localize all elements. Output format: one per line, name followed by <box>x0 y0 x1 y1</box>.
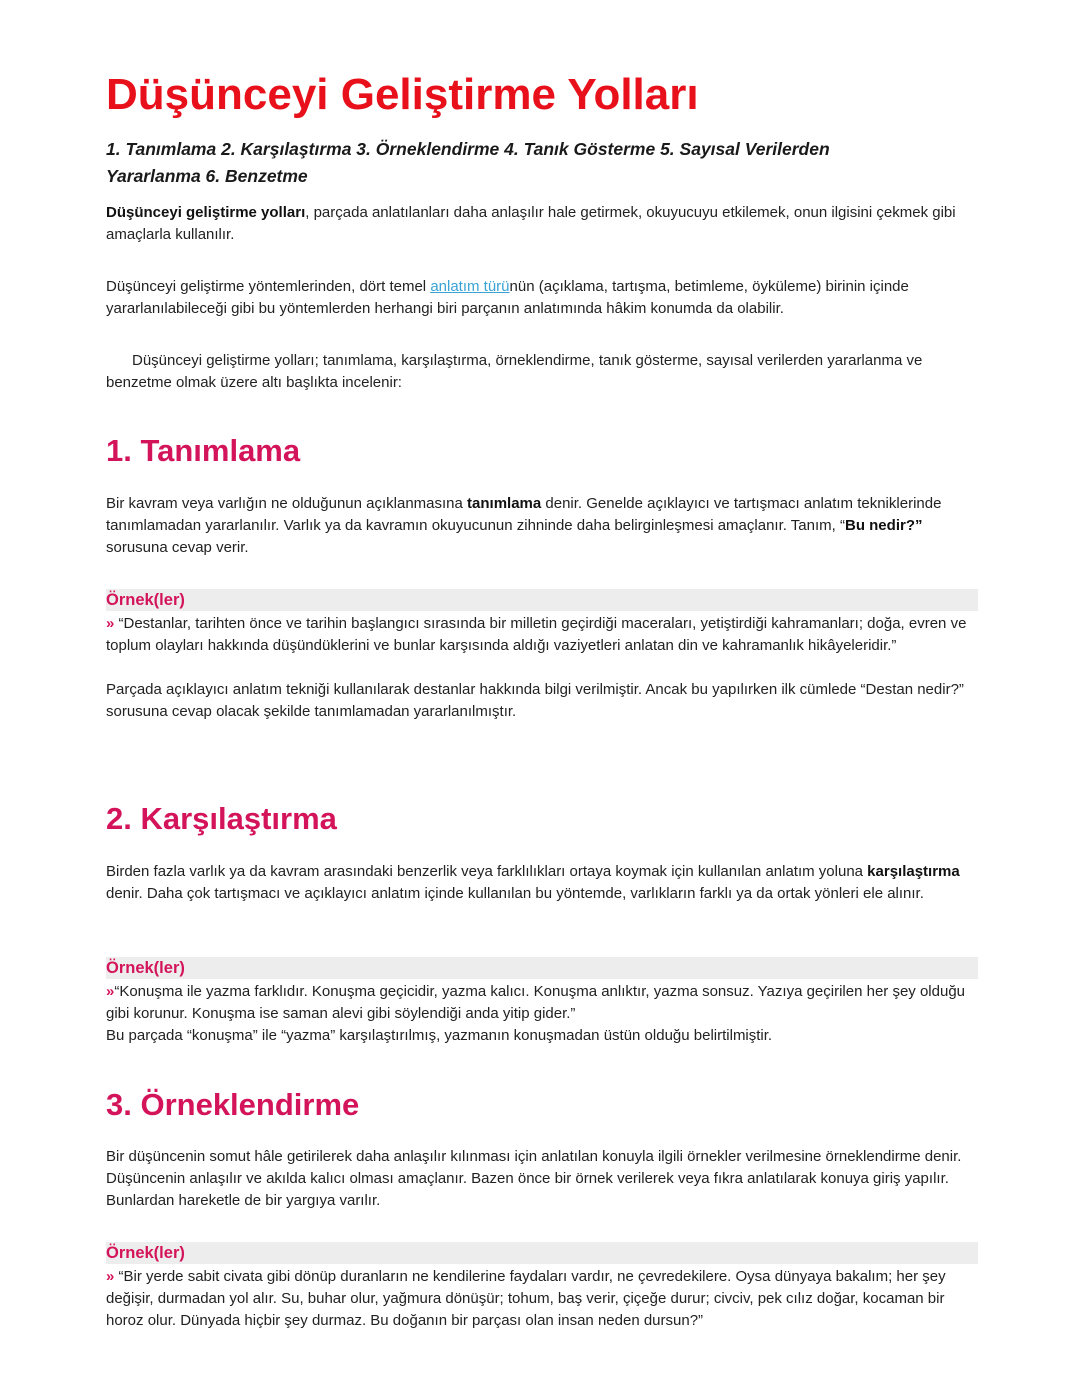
example-label: Örnek(ler) <box>106 1244 185 1262</box>
example-header-bar <box>106 957 978 979</box>
example-header-bar <box>106 1242 978 1264</box>
example-header-bar <box>106 589 978 611</box>
section-heading-karsilastirma: 2. Karşılaştırma <box>106 801 337 836</box>
desc-text: denir. Daha çok tartışmacı ve açıklayıcı anlatım içinde kullanılan bu yöntemde, varlıkların farklı ya da ortak yönleri ele alınır. <box>106 885 924 902</box>
section-heading-tanimlama: 1. Tanımlama <box>106 433 301 468</box>
example-quote-karsilastirma <box>106 981 974 1025</box>
section-heading-orneklendirme: 3. Örneklendirme <box>106 1087 360 1122</box>
desc-text: denir. Genelde açıklayıcı ve tartışmacı anlatım tekniklerinde tanımlamadan yararlanılır. Varlık ya da kavramın okuyucunun zihninde daha belirginleşmesi amaçlanır. Tanım, “ <box>106 495 942 534</box>
quote-text: “Bir yerde sabit civata gibi dönüp duranların ne kendilerine faydaları vardır, ne çevredekilere. Oysa dünyaya bakalım; her şey değişir, durmadan yol alır. Su, buhar olur, yağmura dönüşür; tohum, baş verir, çiçeğe durur; civciv, pek cılız doğar, kocaman bir horoz olur. Dünyada hiçbir şey durmaz. Bu doğanın bir parçası olan insan neden dursun?” <box>106 1268 946 1329</box>
example-label: Örnek(ler) <box>106 959 185 977</box>
desc-text: sorusuna cevap verir. <box>106 539 249 556</box>
example-note-tanimlama: Parçada açıklayıcı anlatım tekniği kullanılarak destanlar hakkında bilgi verilmiştir. Ancak bu yapılırken ilk cümlede “Destan nedir?” sorusuna cevap olacak şekilde tanımlamadan yararlanılmıştır. <box>106 681 964 720</box>
example-note-karsilastirma: Bu parçada “konuşma” ile “yazma” karşılaştırılmış, yazmanın konuşmadan üstün olduğu belirtilmiştir. <box>106 1027 773 1044</box>
desc-bold-term: karşılaştırma <box>867 863 960 880</box>
intro-text: nün (açıklama, tartışma, betimleme, öyküleme) birinin içinde yararlanılabileceği gibi bu yöntemlerden herhangi biri parçanın anlatımında hâkim konumda da olabilir. <box>106 278 909 317</box>
quote-marker-icon: » <box>106 615 115 632</box>
example-label: Örnek(ler) <box>106 591 185 609</box>
quote-text: “Konuşma ile yazma farklıdır. Konuşma geçicidir, yazma kalıcı. Konuşma anlıktır, yazma sonsuz. Yazıya geçirilen her şey olduğu gibi korunur. Konuşma ise saman alevi gibi söylendiği anda yitip gider.” <box>106 983 966 1022</box>
intro-paragraph-2 <box>106 276 974 320</box>
desc-bold-term: tanımlama <box>467 495 542 512</box>
anlatim-turu-link[interactable]: anlatım türü <box>430 278 510 295</box>
table-of-contents: 1. Tanımlama 2. Karşılaştırma 3. Örneklendirme 4. Tanık Gösterme 5. Sayısal Verilerden Yararlanma 6. Benzetme <box>106 139 830 186</box>
section-desc-tanimlama <box>106 493 974 559</box>
intro-paragraph-3: Düşünceyi geliştirme yolları; tanımlama, karşılaştırma, örneklendirme, tanık gösterme, sayısal verilerden yararlanma ve benzetme olmak üzere altı başlıkta incelenir: <box>106 352 923 391</box>
example-quote-tanimlama <box>106 613 974 657</box>
intro-bold-term: Düşünceyi geliştirme yolları <box>106 204 306 221</box>
section-desc-karsilastirma <box>106 861 974 905</box>
desc-text: Bir kavram veya varlığın ne olduğunun açıklanmasına <box>106 495 468 512</box>
page-title: Düşünceyi Geliştirme Yolları <box>106 70 699 119</box>
desc-text: Birden fazla varlık ya da kavram arasındaki benzerlik veya farklılıkları ortaya koymak için kullanılan anlatım yoluna <box>106 863 868 880</box>
intro-text: Düşünceyi geliştirme yöntemlerinden, dört temel <box>106 278 431 295</box>
section-desc-orneklendirme: Bir düşüncenin somut hâle getirilerek daha anlaşılır kılınması için anlatılan konuyla ilgili örnekler verilmesine örneklendirme denir. Düşüncenin anlaşılır ve akılda kalıcı olması amaçlanır. Bazen önce bir örnek verilerek veya fıkra anlatılarak konuya giriş yapılır. Bunlardan hareketle de bir yargıya varılır. <box>106 1148 962 1209</box>
quote-text: “Destanlar, tarihten önce ve tarihin başlangıcı sırasında bir milletin geçirdiği maceraları, yetiştirdiği kahramanları; doğa, evren ve toplum olayları hakkında düşündüklerini ve bunlar karşısında aldığı vaziyetleri anlatan din ve kahramanlık hikâyeleridir.” <box>106 615 967 654</box>
quote-marker-icon: » <box>106 1268 115 1285</box>
intro-paragraph-1 <box>106 202 974 246</box>
quote-marker-icon: » <box>106 983 115 1000</box>
intro-text: , parçada anlatılanları daha anlaşılır hale getirmek, okuyucuyu etkilemek, onun ilgisini çekmek gibi amaçlarla kullanılır. <box>106 204 956 243</box>
desc-bold-question: Bu nedir?” <box>844 517 923 534</box>
example-quote-orneklendirme <box>106 1266 974 1332</box>
